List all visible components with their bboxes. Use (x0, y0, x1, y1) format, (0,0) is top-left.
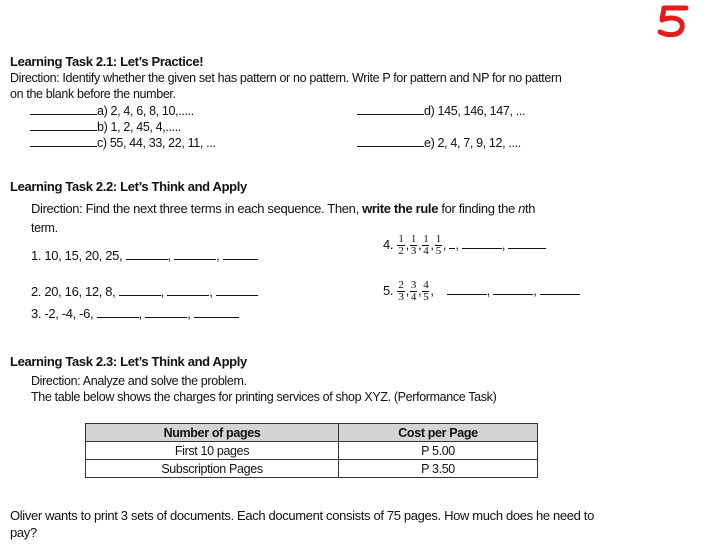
task2-item-1: 1. 10, 15, 20, 25, , , (31, 248, 258, 263)
pricing-table (85, 423, 538, 478)
task1-item-d: d) 145, 146, 147, ... (357, 103, 525, 118)
task2-item-2: 2. 20, 16, 12, 8, , , (31, 284, 258, 299)
task1-direction: Direction: Identify whether the given set has pattern or no pattern. Write P for pattern and NP for no pattern (10, 71, 562, 85)
table-header: Number of pages (86, 424, 339, 442)
task2-item-4: 4. $\frac{1}{2}$ , $\frac{1}{3}$ , $\frac{1}{4}$ , $\frac{1}{5}$ , , , (383, 234, 546, 257)
task2-direction: Direction: Find the next three terms in each sequence. Then, write the rule for finding the nth (31, 201, 536, 216)
task2-direction-cont: term. (31, 221, 58, 235)
task1-item-c: c) 55, 44, 33, 22, 11, ... (30, 135, 216, 150)
problem-text: Oliver wants to print 3 sets of documents. Each document consists of 75 pages. How much does he need to (10, 508, 594, 523)
answer-blank[interactable] (30, 135, 97, 147)
answer-blank[interactable] (357, 135, 424, 147)
task2-item-5: 5. $\frac{2}{3}$ , $\frac{3}{4}$ , $\frac{4}{5}$ , , , (383, 280, 580, 303)
task2-title: Learning Task 2.2: Let’s Think and Apply (10, 179, 247, 194)
table-row: Subscription Pages P 3.50 (86, 460, 538, 478)
answer-blank[interactable] (30, 103, 97, 115)
task1-title: Learning Task 2.1: Let’s Practice! (10, 54, 204, 69)
task1-direction-cont: on the blank before the number. (10, 87, 176, 101)
problem-text-cont: pay? (10, 525, 37, 540)
task1-item-e: e) 2, 4, 7, 9, 12, .... (357, 135, 521, 150)
answer-blank[interactable] (30, 119, 97, 131)
answer-blank[interactable] (357, 103, 424, 115)
table-header: Cost per Page (339, 424, 538, 442)
handwritten-page-number (650, 2, 695, 42)
task2-item-3: 3. -2, -4, -6, , , (31, 306, 239, 321)
task1-item-a: a) 2, 4, 6, 8, 10,..... (30, 103, 194, 118)
task3-direction: Direction: Analyze and solve the problem. (31, 374, 247, 388)
table-row: First 10 pages P 5.00 (86, 442, 538, 460)
task3-intro: The table below shows the charges for printing services of shop XYZ. (Performance Task) (31, 390, 497, 404)
task1-item-b: b) 1, 2, 45, 4,..... (30, 119, 181, 134)
task3-title: Learning Task 2.3: Let’s Think and Apply (10, 354, 247, 369)
